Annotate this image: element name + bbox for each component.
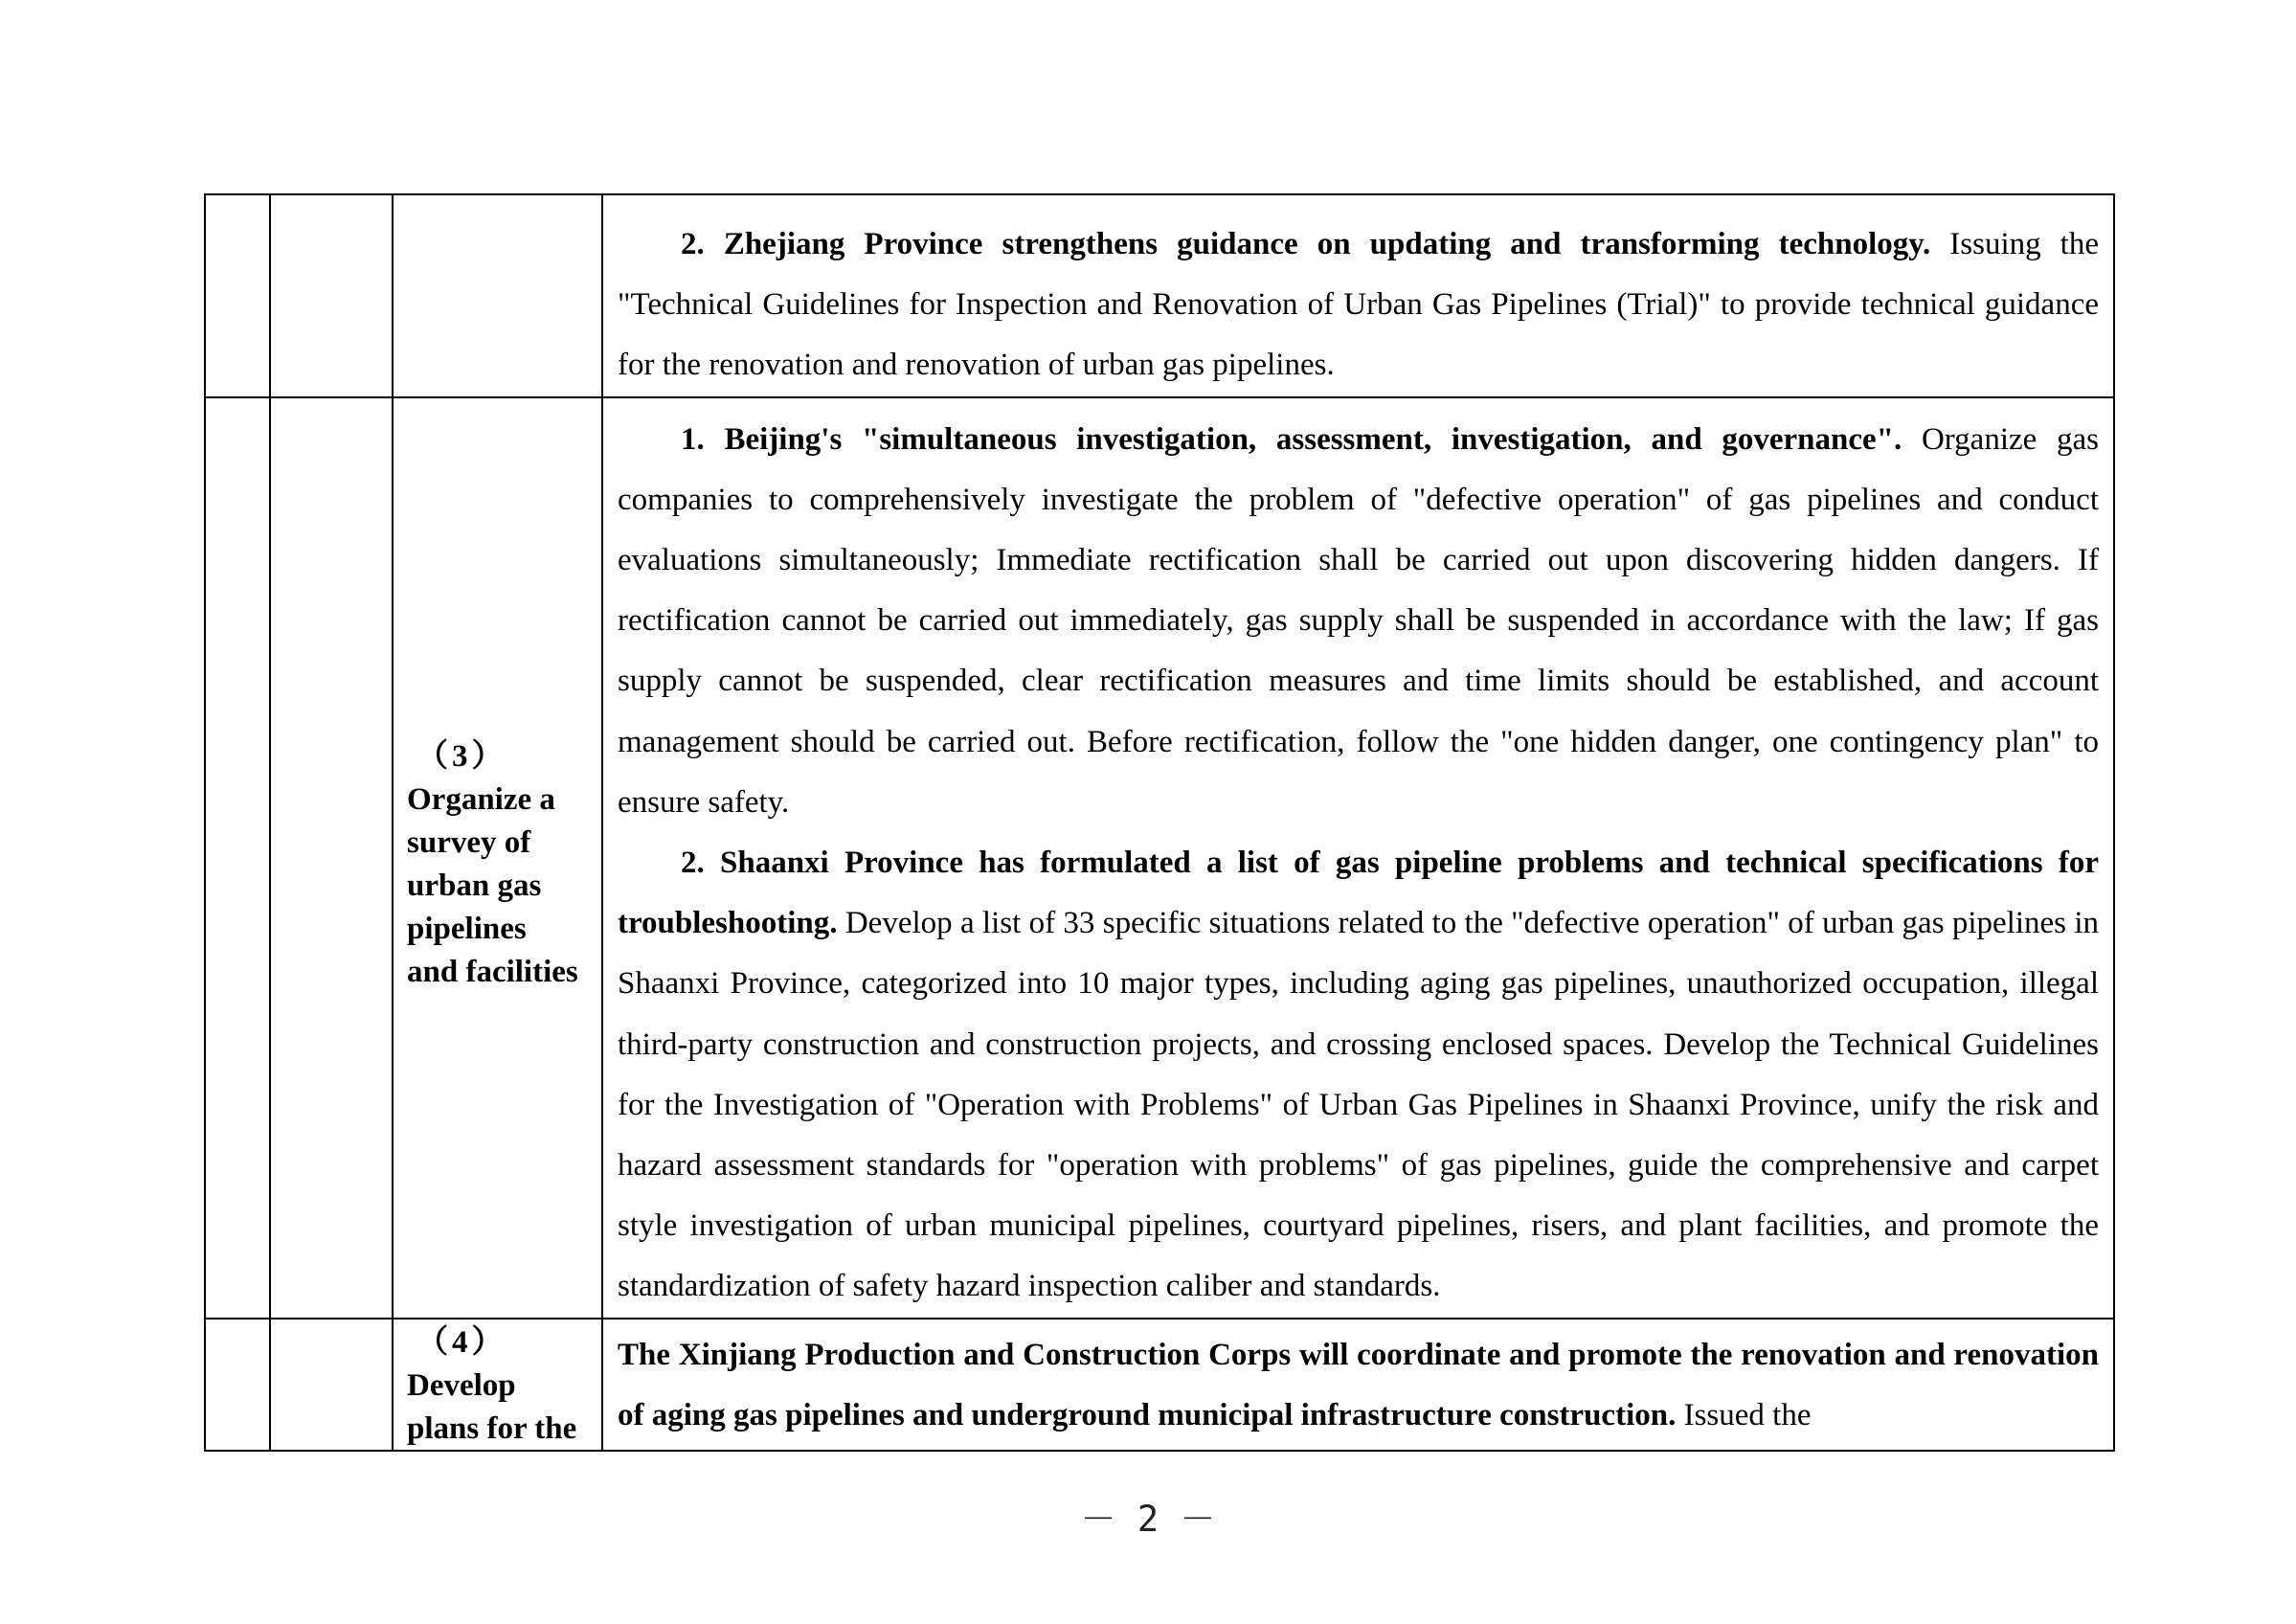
empty-cell	[270, 397, 393, 1319]
row-content-cell	[602, 397, 2114, 1319]
empty-cell	[205, 397, 270, 1319]
paragraph-heading: 2. Zhejiang Province strengthens guidance on updating and transforming technology.	[681, 227, 1931, 261]
row-label	[407, 735, 578, 994]
paragraph-heading: The Xinjiang Production and Construction Corps will coordinate and promote the renovation and renovation of aging gas pipelines and underground municipal infrastructure construction.	[618, 1337, 2099, 1432]
row-content-cell	[602, 194, 2114, 397]
row-label-cell	[393, 1319, 602, 1451]
empty-cell	[270, 1319, 393, 1451]
row-label-text: Develop plans for the	[407, 1367, 577, 1446]
paragraph-heading: 1. Beijing's "simultaneous investigation, assessment, investigation, and governance".	[681, 421, 1902, 457]
paragraph	[618, 410, 2099, 833]
row-label-cell	[393, 397, 602, 1319]
paragraph-text: Issuing the "Technical Guidelines for Inspection and Renovation of Urban Gas Pipelines (Trial)" to provide technical guidance for the renovation and renovation of urban gas pipelines.	[618, 227, 2099, 383]
row-content-cell	[602, 1319, 2114, 1451]
row-label	[407, 1321, 576, 1451]
row-label-number: （4）	[416, 1324, 507, 1360]
paragraph-text: Issued the	[1676, 1397, 1812, 1432]
paragraph-text: Develop a list of 33 specific situations related to the "defective operation" of urban gas pipelines in Shaanxi Province, categorized into 10 major types, including aging gas pipelines, unauthorized occupation, illegal third-party construction and construction projects, and crossing enclosed spaces. Develop the Technical Guidelines for the Investigation of "Operation with Problems" of Urban Gas Pipelines in Shaanxi Province, unify the risk and hazard assessment standards for "operation with problems" of gas pipelines, guide the comprehensive and carpet style investigation of urban municipal pipelines, courtyard pipelines, risers, and plant facilities, and promote the standardization of safety hazard inspection caliber and standards.	[618, 906, 2099, 1304]
page-number: － 2 －	[1080, 1499, 1216, 1540]
empty-cell	[205, 194, 270, 397]
paragraph	[618, 833, 2099, 1318]
table-row	[205, 194, 2114, 397]
row-content	[603, 398, 2113, 1318]
row-content	[603, 1320, 2113, 1446]
empty-cell	[270, 194, 393, 397]
table-row	[205, 1319, 2114, 1451]
paragraph-text: Organize gas companies to comprehensively investigate the problem of "defective operation" of gas pipelines and conduct evaluations simultaneously; Immediate rectification shall be carried out upon discovering hidden dangers. If rectification cannot be carried out immediately, gas supply shall be suspended in accordance with the law; If gas supply cannot be suspended, clear rectification measures and time limits should be established, and account management should be carried out. Before rectification, follow the "one hidden danger, one contingency plan" to ensure safety.	[618, 421, 2099, 820]
empty-cell	[205, 1319, 270, 1451]
table-row	[205, 397, 2114, 1319]
paragraph	[618, 1325, 2099, 1446]
document-table	[204, 193, 2115, 1452]
row-label-cell	[393, 194, 602, 397]
paragraph	[618, 214, 2099, 396]
row-label-text: Organize a survey of urban gas pipelines and facilities	[407, 781, 578, 989]
row-content	[603, 195, 2113, 396]
row-label-number: （3）	[416, 738, 507, 774]
paragraph-heading: 2. Shaanxi Province has formulated a list of gas pipeline problems and technical specifications for troubleshooting.	[618, 846, 2099, 941]
